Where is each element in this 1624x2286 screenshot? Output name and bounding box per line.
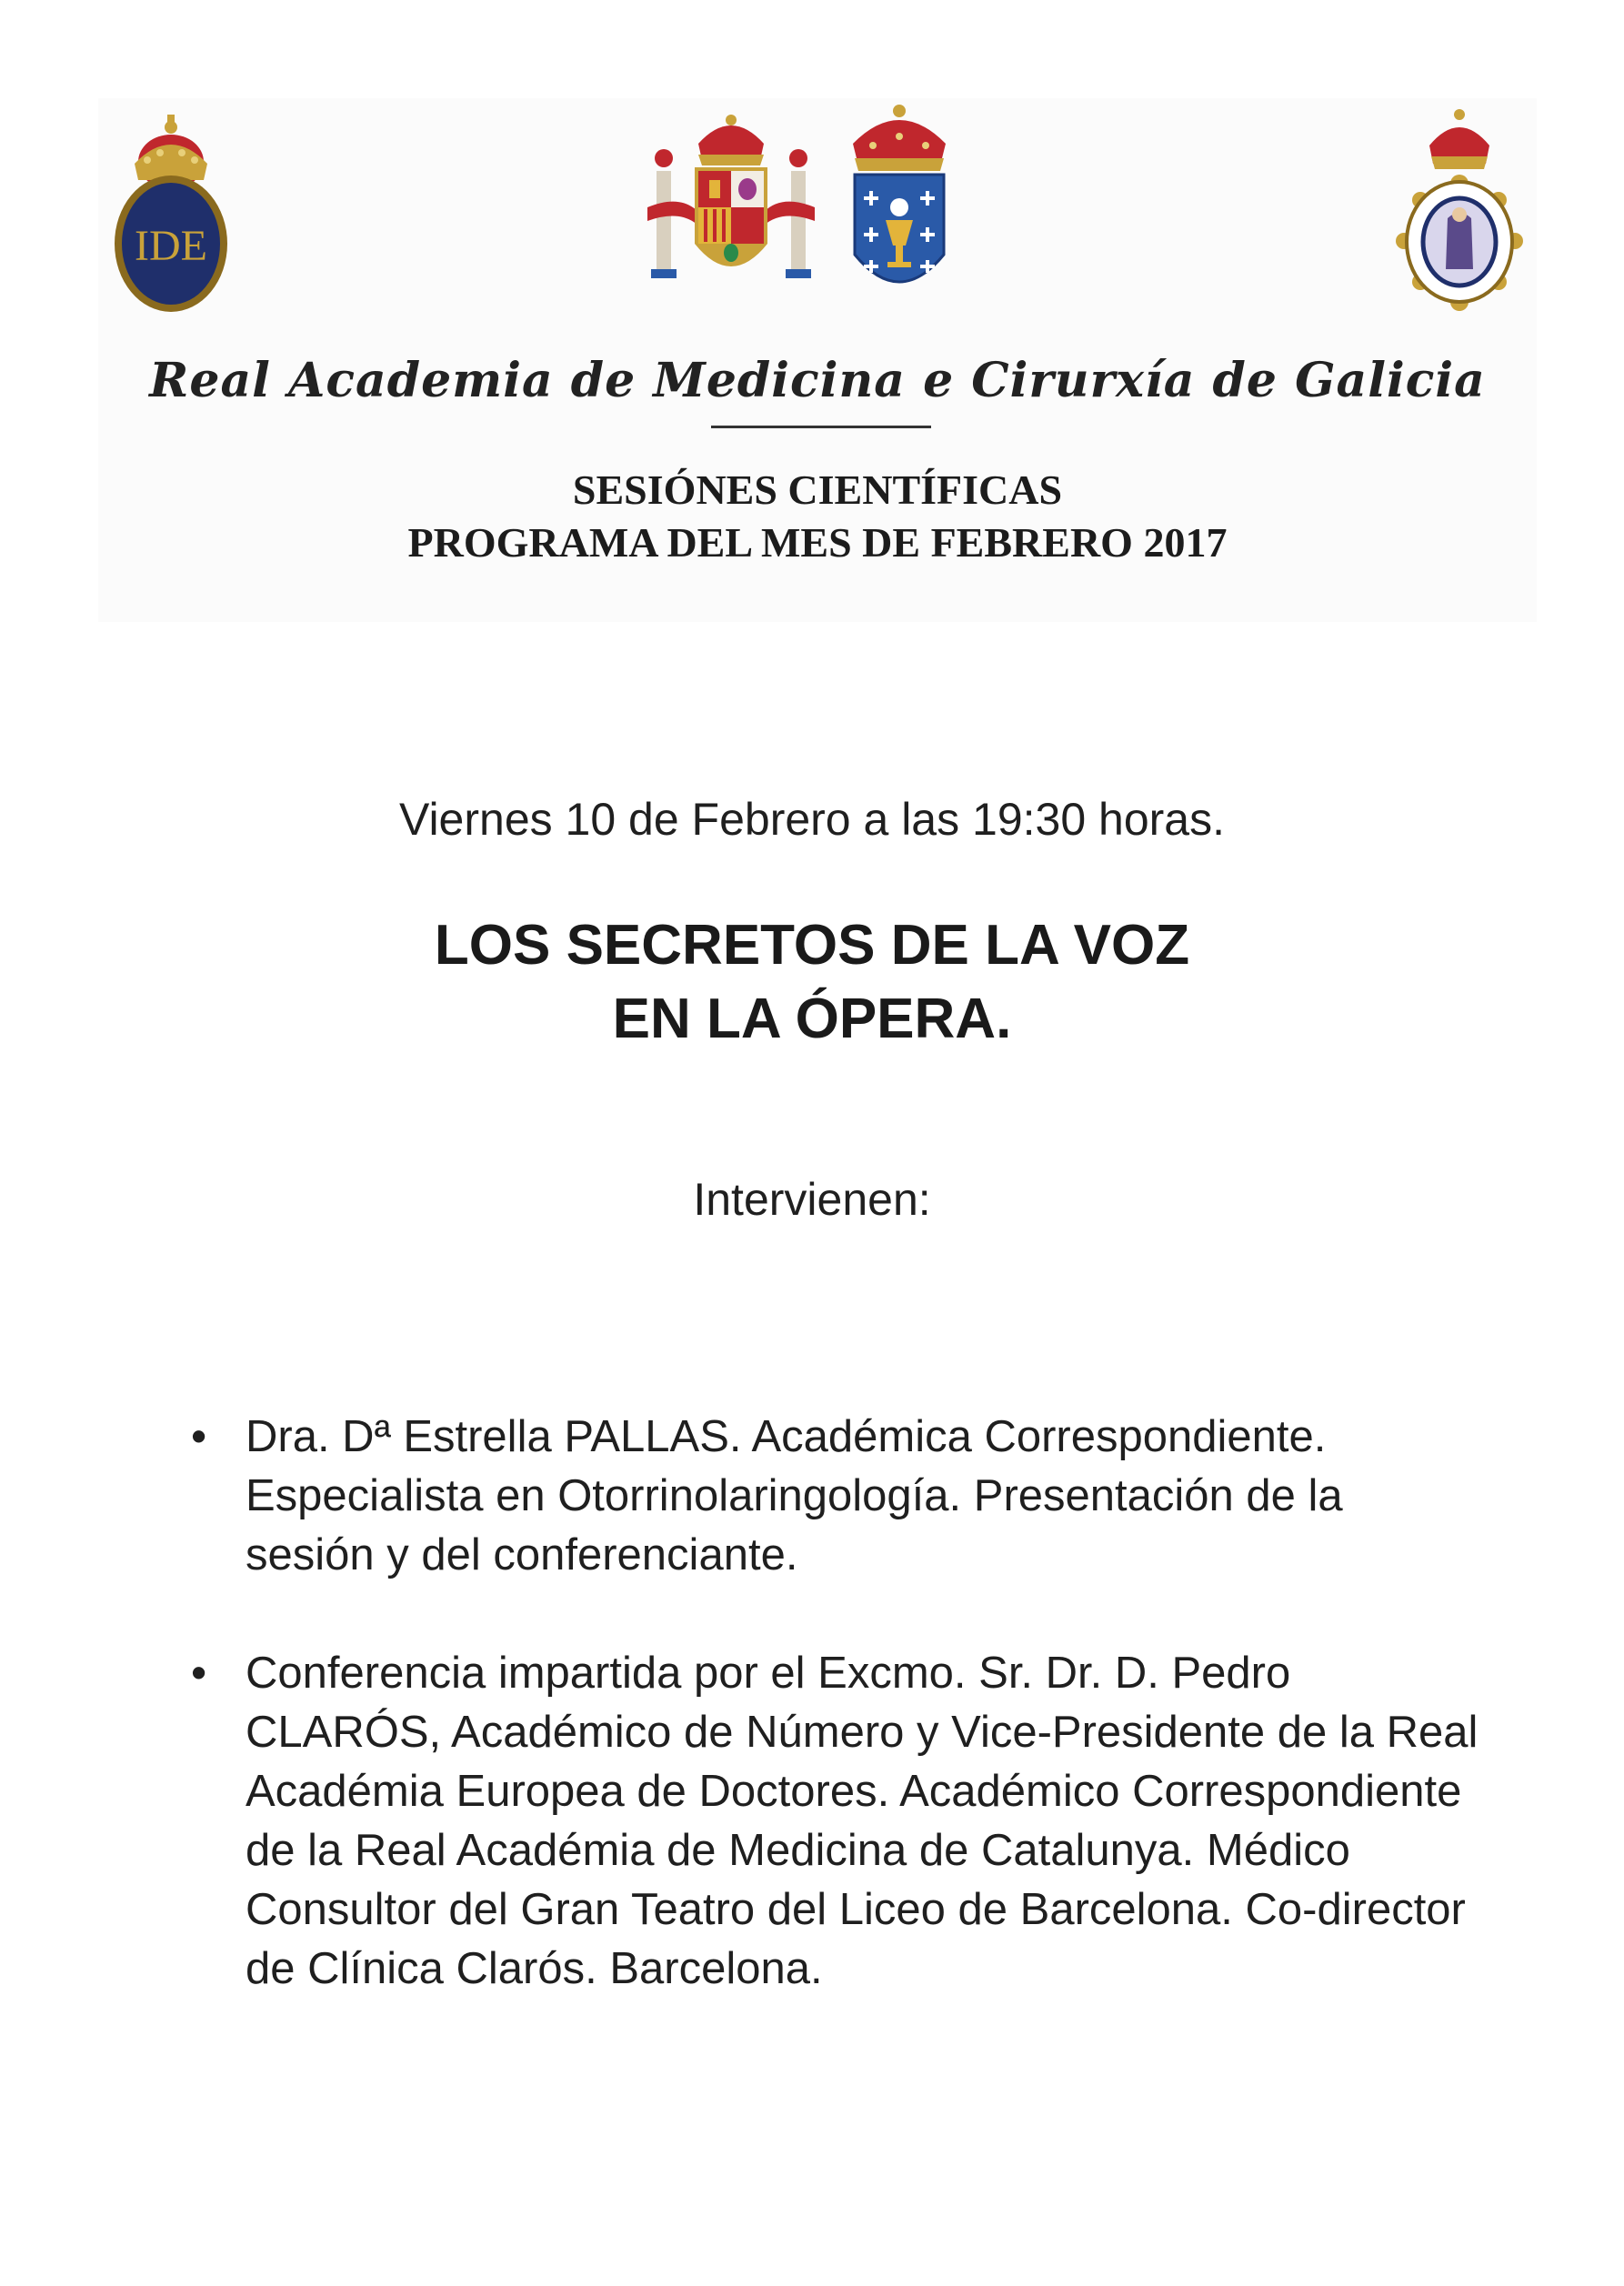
speaker-text: Conferencia impartida por el Excmo. Sr. Dr. D. Pedro CLARÓS, Académico de Número y Vice-Presidente de la Real Académia Europea de Doctores. Académico Correspondiente de la Real Académia de Medicina de Catalunya. Médico Consultor del Gran Teatro del Liceo de Barcelona. Co-director de Clínica Clarós. Barcelona. <box>246 1649 1479 1993</box>
talk-title-line-2: EN LA ÓPERA. <box>612 988 1012 1050</box>
academy-name: Real Academia de Medicina e Cirurxía de Galicia <box>149 353 1486 408</box>
speakers-list <box>191 1408 1482 2058</box>
crowned-ide-emblem-icon <box>107 107 235 321</box>
event-date: Viernes 10 de Febrero a las 19:30 horas. <box>399 794 1225 845</box>
talk-title-line-1: LOS SECRETOS DE LA VOZ <box>434 914 1190 977</box>
header-divider <box>711 426 931 428</box>
svg-text:IDE: IDE <box>135 222 207 270</box>
speaker-item-lecturer <box>191 1644 1482 1999</box>
spain-coat-of-arms-icon <box>644 107 818 294</box>
speaker-text: Dra. Dª Estrella PALLAS. Académica Correspondiente. Especialista en Otorrinolaringología. Presentación de la sesión y del conferenciante. <box>246 1412 1343 1579</box>
crowned-academy-seal-icon <box>1391 100 1528 318</box>
speaker-item-presenter <box>191 1408 1482 1585</box>
bullet-icon: • <box>191 1649 207 1698</box>
speakers-label: Intervienen: <box>693 1174 931 1225</box>
galicia-coat-of-arms-icon <box>846 100 953 302</box>
bullet-icon: • <box>191 1412 207 1461</box>
sessions-title: SESIÓNES CIENTÍFICAS <box>572 466 1063 513</box>
program-title: PROGRAMA DEL MES DE FEBRERO 2017 <box>407 519 1228 566</box>
